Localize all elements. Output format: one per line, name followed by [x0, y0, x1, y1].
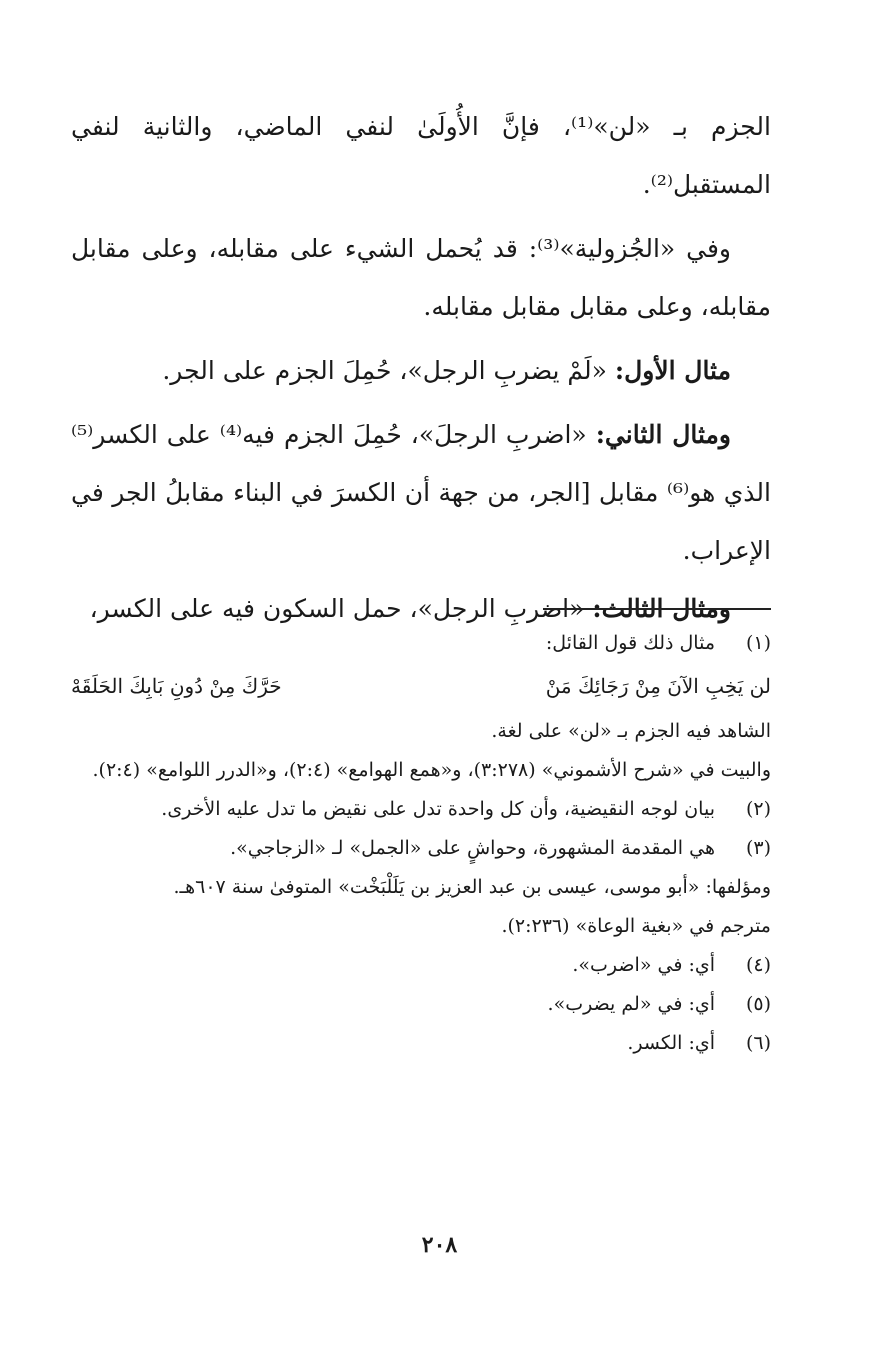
footnote-number: (١) [745, 632, 771, 654]
footnote-number: (٥) [745, 993, 771, 1015]
footnote-5 [71, 985, 771, 1024]
footnote-2-text: بيان لوجه النقيضية، وأن كل واحدة تدل على نقيض ما تدل عليه الأخرى. [161, 798, 715, 820]
footnote-1-intro: مثال ذلك قول القائل: [545, 632, 715, 654]
footnote-3 [71, 829, 771, 868]
main-text-block [71, 98, 771, 638]
footnote-number: (٢) [745, 798, 771, 820]
verse-second-hemistich: حَرَّكَ مِنْ دُونِ بَابِكَ الحَلَقَهْ [71, 674, 282, 698]
footnote-2 [71, 790, 771, 829]
footnote-1 [71, 624, 771, 663]
example-3-text: «اضربِ الرجل»، حمل السكون فيه على الكسر، [89, 594, 585, 623]
example-1 [71, 342, 771, 400]
footnote-3-line-1: هي المقدمة المشهورة، وحواشٍ على «الجمل» لـ «الزجاجي». [230, 837, 715, 859]
footnote-5-text: أي: في «لم يضرب». [547, 993, 715, 1015]
footnote-number: (٤) [745, 954, 771, 976]
footnote-6 [71, 1024, 771, 1063]
footnotes-block [71, 624, 771, 1063]
footnote-number: (٣) [745, 837, 771, 859]
footnote-number: (٦) [745, 1032, 771, 1054]
footnote-4 [71, 946, 771, 985]
footnote-divider [543, 608, 771, 610]
footnote-4-text: أي: في «اضرب». [572, 954, 715, 976]
text-line-1: الجزم بـ «لن»⁽¹⁾، فإنَّ الأُولَىٰ لنفي الماضي، والثانية لنفي المستقبل⁽²⁾. [71, 112, 771, 199]
footnote-3-author: ومؤلفها: «أبو موسى، عيسى بن عبد العزيز بن يَلَلْبَخْت» المتوفىٰ سنة ٦٠٧هـ. [173, 876, 771, 898]
example-2-text: «اضربِ الرجلَ»، حُمِلَ الجزم فيه⁽⁴⁾ على الكسر⁽⁵⁾ الذي هو⁽⁶⁾ مقابل [الجر، من جهة أن الكسرَ في البناء مقابلُ الجر في الإعراب. [71, 420, 771, 565]
example-3-label: ومثال الثالث: [592, 594, 731, 623]
footnote-body [71, 624, 715, 663]
page-number: ٢٠٨ [421, 1232, 458, 1258]
footnote-1-shahid: الشاهد فيه الجزم بـ «لن» على لغة. [491, 720, 771, 742]
paragraph-juzuliyya: وفي «الجُزولية»⁽³⁾: قد يُحمل الشيء على مقابله، وعلى مقابل مقابله، وعلى مقابل مقابل مقابله. [71, 234, 771, 321]
example-1-text: «لَمْ يضربِ الرجل»، حُمِلَ الجزم على الجر. [162, 356, 607, 385]
example-2-label: ومثال الثاني: [595, 420, 731, 449]
footnote-1-sources: والبيت في «شرح الأشموني» (٣:٢٧٨)، و«همع الهوامع» (٢:٤)، و«الدرر اللوامع» (٢:٤). [92, 759, 771, 781]
footnote-3-biography: مترجم في «بغية الوعاة» (٢:٢٣٦). [501, 915, 771, 937]
example-2 [71, 406, 771, 580]
poetry-verse [71, 667, 771, 706]
footnote-6-text: أي: الكسر. [627, 1032, 715, 1054]
example-1-label: مثال الأول: [614, 356, 731, 385]
verse-first-hemistich: لن يَخِبِ الآنَ مِنْ رَجَائِكَ مَنْ [545, 674, 771, 698]
